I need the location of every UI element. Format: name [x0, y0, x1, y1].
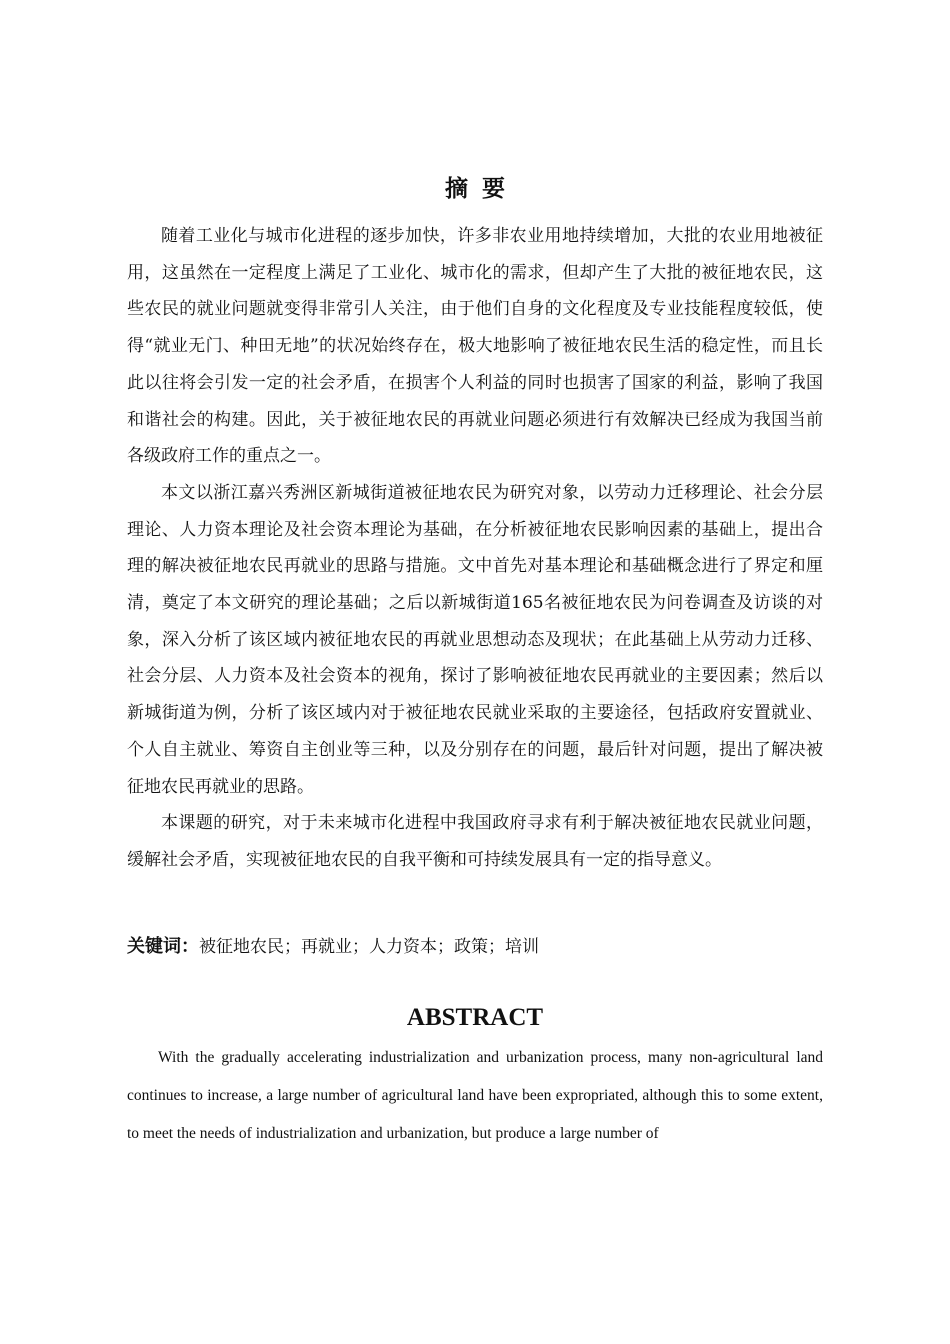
- keywords-line: [127, 929, 823, 965]
- abstract-title-en: ABSTRACT: [406, 1004, 544, 1031]
- abstract-title-zh: 摘要: [445, 176, 519, 202]
- keywords-label: 关键词：: [127, 936, 199, 957]
- abstract-paragraph-zh-2: 本文以浙江嘉兴秀洲区新城街道被征地农民为研究对象，以劳动力迁移理论、社会分层理论、人力资本理论及社会资本理论为基础，在分析被征地农民影响因素的基础上，提出合理的解决被征地农民再就业的思路与措施。文中首先对基本理论和基础概念进行了界定和厘清，奠定了本文研究的理论基础；之后以新城街道165名被征地农民为问卷调查及访谈的对象，深入分析了该区域内被征地农民的再就业思想动态及现状；在此基础上从劳动力迁移、社会分层、人力资本及社会资本的视角，探讨了影响被征地农民再就业的主要因素；然后以新城街道为例，分析了该区域内对于被征地农民就业采取的主要途径，包括政府安置就业、个人自主就业、筹资自主创业等三种，以及分别存在的问题，最后针对问题，提出了解决被征地农民再就业的思路。: [127, 482, 823, 797]
- abstract-body-en: [127, 1039, 823, 1153]
- abstract-body-zh: [127, 218, 823, 879]
- abstract-paragraph-en-1: With the gradually accelerating industrialization and urbanization process, many non-agricultural land continues to increase, a large number of agricultural land have been expropriated, although this to some extent, to meet the needs of industrialization and urbanization, but produce a large number of: [127, 1049, 823, 1142]
- keywords-list: 被征地农民；再就业；人力资本；政策；培训: [199, 937, 539, 957]
- abstract-paragraph-zh-1: 随着工业化与城市化进程的逐步加快，许多非农业用地持续增加，大批的农业用地被征用，这虽然在一定程度上满足了工业化、城市化的需求，但却产生了大批的被征地农民，这些农民的就业问题就变得非常引人关注，由于他们自身的文化程度及专业技能程度较低，使得“就业无门、种田无地”的状况始终存在，极大地影响了被征地农民生活的稳定性，而且长此以往将会引发一定的社会矛盾，在损害个人利益的同时也损害了国家的利益，影响了我国和谐社会的构建。因此，关于被征地农民的再就业问题必须进行有效解决已经成为我国当前各级政府工作的重点之一。: [127, 226, 823, 467]
- abstract-paragraph-zh-3: 本课题的研究，对于未来城市化进程中我国政府寻求有利于解决被征地农民就业问题，缓解社会矛盾，实现被征地农民的自我平衡和可持续发展具有一定的指导意义。: [127, 813, 823, 870]
